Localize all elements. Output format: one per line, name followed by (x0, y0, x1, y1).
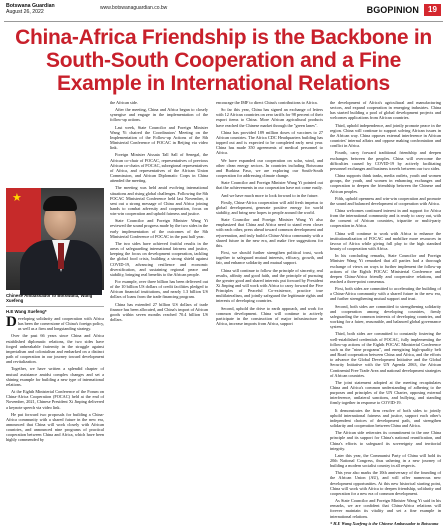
paragraph: China has extended 27 billion US dollars of trade finance has been allocated, and China's import of African goods within seven months reached 70.4 billion US dollars. (110, 301, 208, 323)
paragraph: China welcomes continued interest in and support for Africa from the international community and is ready to carry out, with the consent of African countries, tripartite or multi-party cooperation in Africa. (330, 207, 441, 229)
paragraph: This year also marks the 10th anniversary of the founding of the African Union (AU), and will offer numerous new development opportunities. At this new historical starting point, China will work with Africa to deepen friendship, solidarity and cooperation for a new era of common development. (330, 470, 441, 496)
page-number-badge: 19 (424, 4, 441, 16)
paragraph: the African side. (110, 100, 138, 105)
paragraph: Third, both sides are committed to constantly fostering the well-established credentials of FOCAC, fully implementing the follow-up actions of the Eighth FOCAC Ministerial Conference such as the "nine programs", and energizing high-quality belt and Road cooperation between China and Africa, and the efforts to advance the Global Development Initiative and the Global Security Initiative with the UN Agenda 2063, the African Continental Free Trade Area and national development strategies of African countries. (330, 331, 441, 378)
paragraph: And we have much more to look forward to in the future. (221, 192, 319, 198)
website-url: www.botswanaguardian.co.bw (100, 5, 168, 11)
paragraph: After the meeting, China and Africa began to closely synergise and engage in the implementation of the follow-up actions. (110, 107, 208, 123)
paragraph: Fifth, uphold openness and win-win cooperation and promote the sound and balanced development of cooperation with Africa. (330, 195, 441, 206)
article-column-2 (110, 100, 208, 496)
hair-shape (43, 196, 77, 211)
paragraph: Third, uphold independence, and jointly promote peace in the region. China will continue to support solving African issues in the African way. China opposes external interference in African countries' internal affairs and oppose making confrontation and conflict in Africa. (330, 122, 441, 149)
section-title: BGOPINION (366, 5, 419, 15)
publication-date: August 26, 2022 (6, 9, 44, 15)
paragraph: Second, both sides are committed to strengthening solidarity and cooperation among developing countries, firmly safeguarding the common interests of developing countries, and working for a fairer, reasonable, and balanced global governance system. (330, 303, 441, 330)
paragraph: At the Eighth Ministerial Conference of the Forum on China-Africa Cooperation (FOCAC) held at the end of November, 2021, Chinese President Xi Jinping delivered a keynote speech via video link. (6, 389, 104, 410)
paragraph: State Councilor and Foreign Minister Wang Yi also emphasized that China and Africa need to stand even closer with each other, press ahead toward common development and rejuvenation, and truly build a China-Africa community with a shared future in the new era, and make five suggestions for this. (216, 217, 323, 248)
publication-block (6, 3, 55, 15)
paragraph: Developing solidarity and cooperation with Africa has been the cornerstone of China's foreign policy, as well as a firm and longstanding strategy. (6, 314, 104, 332)
author-byline: H.E Wang Xuefeng* (6, 306, 104, 314)
paragraph: Fourth, carry forward traditional friendship and deepen exchanges between the peoples. China will overcome the difficulties caused by COVID-19 by actively facilitating personnel exchanges and business travels between our two sides. (330, 150, 441, 171)
article-column-1 (6, 316, 104, 496)
paragraph: Last week, State Councilor and Foreign Minister Wang Yi chaired the Coordinators' Meeting on the Implementation of the Follow-up Actions of the 8th Ministerial Conference of FOCAC in Beijing via video link. (110, 124, 208, 151)
paragraph: Firstly, China-Africa cooperation will add fresh impetus to global development, generate positive energy for world stability, and bring new hopes to people around the world. (216, 199, 323, 215)
paragraph: Foreign Minister Aissata Tall Sall of Senegal, the African co-chair of FOCAC, representatives of previous African co-chairs of FOCAC, subregional representatives of Africa, and representatives of the African Union Commission, and African Diplomatic Corps in China attended the meeting. (110, 152, 208, 184)
paragraph: Second, uphold the drive to earth approach, and work for common development. China will continue to actively participate in the construction of major infrastructure in Africa, increase imports from Africa, support (216, 305, 323, 327)
paragraph: First, we should further strengthen political trust, work together to safeguard mutual interests, efficacy, growth, and fair, and enhance solidarity and mutual support. (216, 250, 323, 266)
page-header (4, 3, 443, 22)
ambassador-photo (6, 188, 104, 290)
paragraph: China will continue to follow the principle of sincerity, real results, affinity and good faith, and the principle of pursuing the greater good and shared interests put forward by President Xi Jinping and will work with Africa to carry forward the Five Principles of Peaceful Co-existence, practice true multilateralism, and jointly safeguard the legitimate rights and interests of developing countries. (216, 267, 323, 304)
publication-name: Botswana Guardian (6, 3, 55, 9)
paragraph: First, both sides are committed to accelerating the building of a China-Africa community with a shared future in the new era, and further strengthening mutual support and trust. (330, 286, 441, 302)
paragraph: Together, we have written a splendid chapter of mutual assistance amidst complex changes and set a shining example for building a new type of international relations. (6, 366, 104, 387)
paragraph: State Councilor and Foreign Minister Wang Yi reviewed the sound progress made by the two sides in the early implementation of the outcomes of the 8th Ministerial Conference of FOCAC in the past half year. (110, 218, 208, 239)
paragraph: The African side reiterates its commitment to the one China principle and its support for China's national reunification, and China's efforts to safeguard its sovereignty and territorial integrity. (330, 430, 441, 451)
paragraph: China will continue to work with Africa to enhance the institutionalization of FOCAC and mobilize more resources in favour of Africa while giving full play to the high standard beauty of cooperation with Africa. (330, 230, 441, 252)
paragraph: In his concluding remarks, State Councilor and Foreign Minister Wang Yi remarked that all parties had a thorough exchange of views on ways to further implement the follow-up actions of the Eighth FOCAC Ministerial Conference and deepen China-Africa friendly and cooperative relations, and reached a three-point consensus. (330, 253, 441, 284)
article-column-3 (216, 100, 323, 496)
paragraph: The meeting was held amid evolving international situations and rising global challenges. Following the 8th FOCAC Ministerial Conference held last November, it sent out a strong message of China and Africa joining hands to combat adversity and cooperation, focus on win-win cooperation and uphold fairness and justice. (110, 185, 208, 217)
paragraph: The two sides have achieved fruitful results in the areas of safeguarding international fairness and justice, keeping the focus on development cooperation, tackling the global food crisis, building a strong shield against COVID-19, advancing resilience and economic diversification, and sustaining regional peace and stability, bringing real benefits to the African people. (110, 240, 208, 277)
drop-cap: D (6, 314, 17, 330)
paragraph: encourage the IMF to direct China's contributions to Africa. (216, 100, 318, 105)
paragraph: China supports think tanks, media outlets, youth and women groups, the youth, and women in enhancing exchanges and cooperation to deepen the friendship between the Chinese and African peoples. (330, 173, 441, 194)
paragraph: the development of Africa's agricultural and manufacturing sectors, and expand cooperation in emerging industries. China has started building a pool of global development projects and welcomes applications from African countries. (330, 100, 441, 121)
china-flag-icon: ★ (6, 188, 41, 252)
article-column-4 (330, 100, 441, 526)
paragraph: Over the past 66 years since China and Africa established diplomatic relations, the two sides have forged unbreakable fraternity in the struggle against imperialism and colonialism and embarked on a distinct path of cooperation in our journey toward development and revitalization. (6, 333, 104, 365)
paragraph: For example, over three billion has been delivered out of the 10 billion US dollars of credit facilities pledged to African financial institutions, and nearly 1.3 billion US dollars of loans from the trade financing program. (110, 279, 208, 300)
paragraph: So far this year, China has signed an exchange of letters with 12 African countries on zero tariffs for 98 percent of their export items to China. More African agricultural products have reached the Chinese market through the "green lanes". (216, 107, 323, 128)
photo-caption: Chinese Ambassador to Botswana, Wang Xuefeng (6, 293, 93, 304)
paragraph: As State Councilor and Foreign Minister Wang Yi said in his remarks, we are confident that China-Africa relations will forever maintain its vitality and set a fine example in international relations. (330, 498, 441, 519)
headline: China-Africa Friendship is the Backbone in South-South Cooperation and a Fine Example in International Relations (15, 26, 432, 95)
tie-shape (58, 243, 64, 269)
paragraph: State Councilor and Foreign Minister Wang Yi pointed out that the achievements in our cooperation have not come easily. (216, 180, 323, 191)
paragraph: We have expanded our cooperation on solar, wind, and other clean energy sectors. In countries including Botswana and Burkina Faso, we are exploring our South-South cooperation for addressing climate change. (216, 157, 323, 179)
paragraph: China has provided 189 million doses of vaccines to 27 African countries. The Africa CDC Headquarters building has topped out and is expected to be completed early next year. China has made 350 agreements of medical personnel to Africa. (216, 129, 323, 156)
paragraph: * H.E Wang Xuefeng is the Chinese Ambassador to Botswana (330, 520, 439, 526)
paragraph: It demonstrates the firm resolve of both sides to jointly uphold international fairness and justice, support each other's independent choices of development path, and strengthen solidarity and cooperation between China and Africa. (330, 407, 441, 429)
paragraph: The joint statement adopted at the meeting recapitulates China and Africa's common understanding of adhering to the purposes and principles of the UN Charter, opposing external interference, unilateral sanctions, and bullying, and standing firmly together in response to COVID-19. (330, 379, 441, 406)
paragraph: He put forward two proposals for building a China-Africa community with a shared future in the new era, announced that China will work closely with African countries, and announced nine programs of practical cooperation between China and Africa, which have been highly commended by (6, 411, 104, 443)
paragraph: Later this year, the Communist Party of China will hold its 20th National Congress, thus ushering in a new journey of building a modern socialist country in all respects. (330, 452, 441, 469)
